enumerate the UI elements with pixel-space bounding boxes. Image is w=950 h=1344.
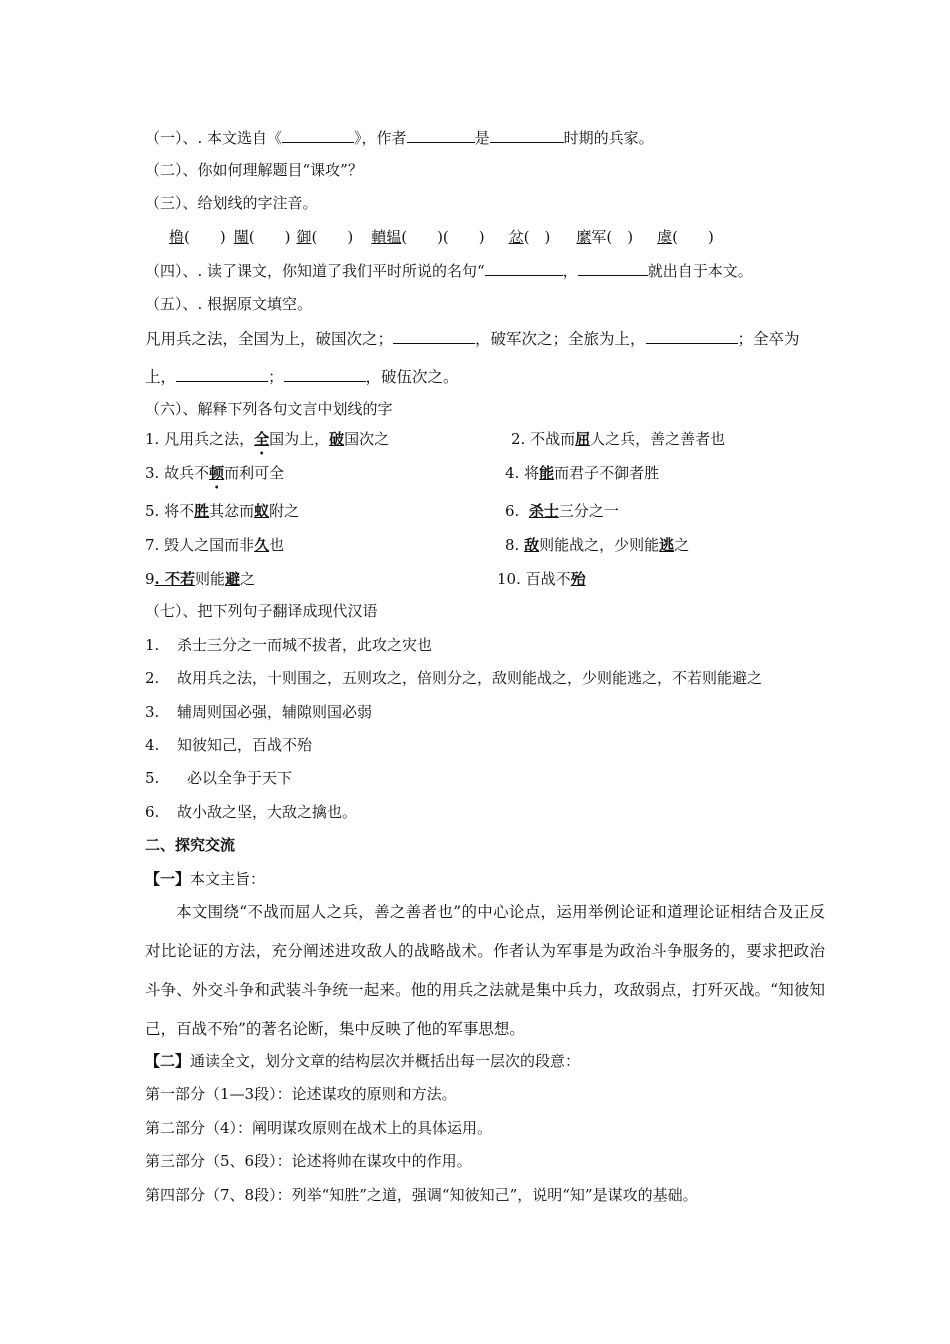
q7-item-1: 1. 杀士三分之一而城不拔者，此攻之灾也 <box>145 636 433 654</box>
q6-item-9: 9. 不若则能避之 <box>145 570 256 588</box>
q1-text-a: （一）、. 本文选自《 <box>145 129 283 147</box>
blank-author[interactable] <box>407 126 475 143</box>
question-5-line-1: 凡用兵之法，全国为上，破国次之； ，破军次之；全旅为上， ；全卒为 <box>145 327 800 350</box>
structure-part-1: 第一部分（1—3段）：论述谋攻的原则和方法。 <box>145 1085 457 1103</box>
q6-item-3: 3. 故兵不顿而利可全 <box>145 464 285 482</box>
q6-item-1: 1. 凡用兵之法，全国为上，破国次之 <box>145 430 390 448</box>
q1-text-c: 是 <box>474 129 490 147</box>
blank-fill-4[interactable] <box>284 365 366 382</box>
q6-item-8: 8. 敌则能战之，少则能逃之 <box>505 536 690 554</box>
blank-period[interactable] <box>490 126 564 143</box>
pinyin-item: 闉( ) <box>233 228 291 246</box>
pinyin-item: 御( ) <box>296 228 354 246</box>
pinyin-item: 虞( ) <box>657 228 714 246</box>
q6-item-4: 4. 将能而君子不御者胜 <box>505 464 660 482</box>
section-2-subheading-1: 【一】本文主旨： <box>145 870 266 888</box>
section-2-subheading-2: 【二】通读全文，划分文章的结构层次并概括出每一层次的段意： <box>145 1052 581 1070</box>
question-2: （二）、你如何理解题目“课攻”？ <box>145 161 363 179</box>
pinyin-item: 橹( ) <box>169 228 226 246</box>
question-7-title: （七）、把下列句子翻译成现代汉语 <box>145 602 378 620</box>
question-3-items <box>169 226 714 248</box>
q6-item-7: 7. 毁人之国而非久也 <box>145 536 285 554</box>
theme-paragraph: 本文围绕“不战而屈人之兵，善之善者也”的中心论点，运用举例论证和道理论证相结合及正反对比论证的方法，充分阐述进攻敌人的战略战术。作者认为军事是为政治斗争服务的，要求把政治斗争、外交斗争和武装斗争统一起来。他的用兵之法就是集中兵力，攻敌弱点，打歼灭战。“知彼知己，百战不殆”的著名论断，集中反映了他的军事思想。 <box>145 903 825 1038</box>
question-3-title: （三）、给划线的字注音。 <box>145 194 318 212</box>
q7-item-5: 5. 必以全争于天下 <box>145 769 293 787</box>
q7-item-6: 6. 故小敌之坚，大敌之擒也。 <box>145 803 358 821</box>
blank-book-title[interactable] <box>282 126 354 143</box>
structure-part-3: 第三部分（5、6段）：论述将帅在谋攻中的作用。 <box>145 1152 472 1170</box>
blank-fill-2[interactable] <box>646 327 738 344</box>
q7-item-2: 2. 故用兵之法，十则围之，五则攻之，倍则分之，敌则能战之，少则能逃之，不若则能避之 <box>145 669 763 687</box>
pinyin-item: 轒辒( )( ) <box>371 228 485 246</box>
q7-item-4: 4. 知彼知己，百战不殆 <box>145 736 313 754</box>
q1-text-b: 》，作者 <box>354 129 407 147</box>
q7-item-3: 3. 辅周则国必强，辅隙则国必弱 <box>145 703 373 721</box>
blank-fill-3[interactable] <box>176 365 268 382</box>
q6-item-2: 2. 不战而屈人之兵，善之善者也 <box>511 430 726 448</box>
blank-famous-quote-1[interactable] <box>485 259 563 276</box>
blank-famous-quote-2[interactable] <box>578 259 648 276</box>
q6-item-10: 10. 百战不殆 <box>497 570 586 588</box>
q6-item-6: 6. 杀士三分之一 <box>505 502 619 520</box>
blank-fill-1[interactable] <box>393 327 475 344</box>
section-2-heading: 二、探究交流 <box>145 836 236 854</box>
structure-part-2: 第二部分（4）：阐明谋攻原则在战术上的具体运用。 <box>145 1119 493 1137</box>
q1-text-d: 时期的兵家。 <box>563 129 654 147</box>
pinyin-item: 縻军( ) <box>576 228 634 246</box>
question-1 <box>145 126 654 149</box>
question-4: （四）、. 读了课文，你知道了我们平时所说的名句“ ， 就出自于本文。 <box>145 259 753 282</box>
question-5-title: （五）、. 根据原文填空。 <box>145 295 313 313</box>
structure-part-4: 第四部分（7、8段）：列举“知胜”之道，强调“知彼知己”，说明“知”是谋攻的基础。 <box>145 1186 698 1204</box>
pinyin-item: 忿( ) <box>508 228 551 246</box>
question-6-title: （六）、解释下列各句文言中划线的字 <box>145 400 393 418</box>
question-5-line-2: 上， ； ，破伍次之。 <box>145 365 459 388</box>
q6-item-5: 5. 将不胜其忿而蚁附之 <box>145 502 300 520</box>
